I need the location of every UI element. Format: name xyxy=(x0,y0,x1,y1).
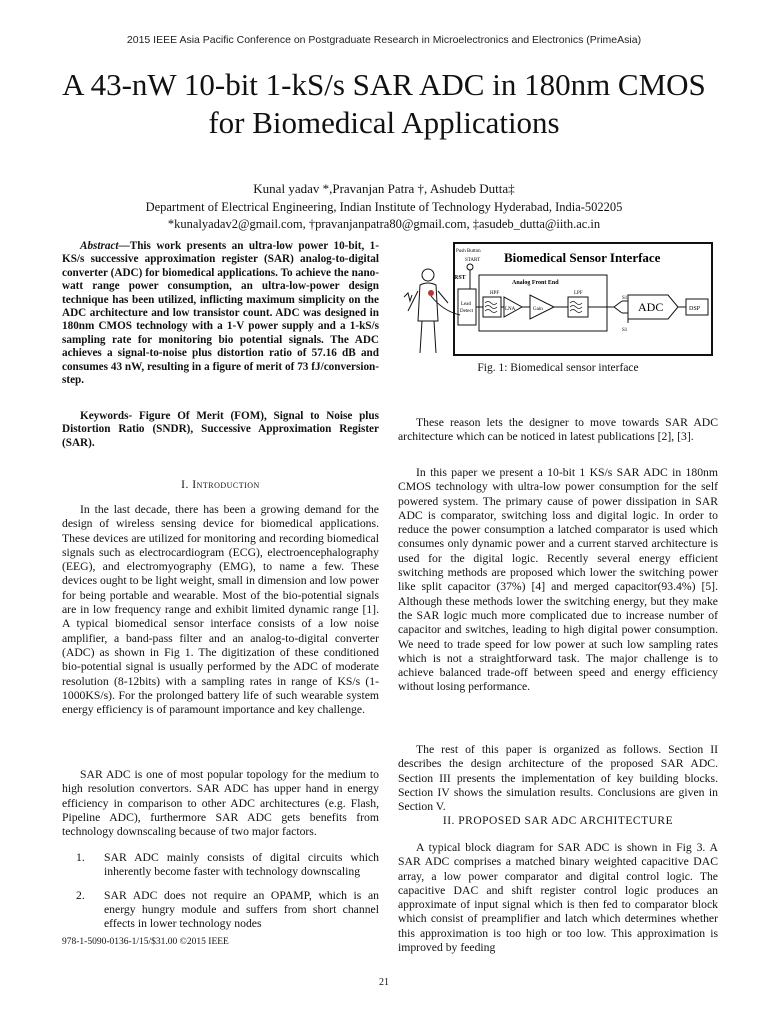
electrode-wire xyxy=(431,296,460,315)
copyright-footer: 978-1-5090-0136-1/15/$31.00 ©2015 IEEE xyxy=(62,937,229,947)
lead-label: Lead xyxy=(461,302,471,307)
s1-top-label: S1 xyxy=(622,296,628,301)
list-text: SAR ADC mainly consists of digital circuits which inherently become faster with technology downscaling xyxy=(104,851,379,879)
person-arms-icon xyxy=(408,291,448,311)
person-legs-icon xyxy=(420,321,436,353)
figure-caption: Fig. 1: Biomedical sensor interface xyxy=(477,362,639,374)
list-number: 2. xyxy=(76,888,85,902)
right-p1-text: These reason lets the designer to move towards SAR ADC architecture which can be noticed in latest publications [2], [3]. xyxy=(398,416,718,444)
affiliation: Department of Electrical Engineering, Indian Institute of Technology Hyderabad, India-502205 xyxy=(145,200,623,214)
conference-header: 2015 IEEE Asia Pacific Conference on Postgraduate Research in Microelectronics and Electronics (PrimeAsia) xyxy=(126,34,642,46)
hpf-wave-icon xyxy=(485,302,497,313)
intro-paragraph-1 xyxy=(62,503,379,717)
keywords-text: Keywords- Figure Of Merit (FOM), Signal to Noise plus Distortion Ratio (SNDR), Successive Approximation Register (SAR). xyxy=(62,410,379,449)
lpf-label: LPF xyxy=(574,291,583,296)
abstract xyxy=(62,240,379,387)
lpf-box xyxy=(568,297,588,317)
right-p4-text: A typical block diagram for SAR ADC is shown in Fig 3. A SAR ADC comprises a matched binary weighted capacitive DAC array, a low power comparator and digital control logic. The capacitive DAC and shift register control logic produces an approximate of input signal which is then fed to comparator block which consist of preamplifier and latch which determines whether this approximation is too high or too low. This approximation is improved by feeding xyxy=(398,841,718,955)
title-line-1: A 43-nW 10-bit 1-kS/s SAR ADC in 180nm CMOS xyxy=(62,67,706,102)
hpf-box xyxy=(483,297,501,317)
page-number: 21 xyxy=(379,977,389,988)
start-label: START xyxy=(465,258,481,263)
afe-label: Analog Front End xyxy=(512,280,559,286)
list-number: 1. xyxy=(76,851,85,864)
abstract-text: —This work presents an ultra-low power 10-bit, 1-KS/s successive approximation register (SAR) analog-to-digital converter (ADC) for biomedical applications. To achieve the nano-watt range power consumption, an ultra-low-power design technique has been utilized, inflicting maximum simplicity on the ADC architecture and low transistor count. ADC was designed in 180nm CMOS technology with a 1-V power supply and a 1-kS/s sampling rate for monitoring bio potential signals. The ADC achieves a signal-to-noise plus distortion ratio of 57.16 dB and consumes 43 nW, resulting in a figure of merit of 73 fJ/conversion-step. xyxy=(62,240,379,387)
emails: *kunalyadav2@gmail.com, †pravanjanpatra80@gmail.com, ‡asudeb_dutta@iith.ac.in xyxy=(167,217,601,231)
gain-label: Gain xyxy=(533,307,543,312)
rst-label: RST xyxy=(454,275,466,281)
title-line-2: for Biomedical Applications xyxy=(208,105,560,140)
affiliation-block xyxy=(0,199,768,233)
signal-glyph-icon xyxy=(404,293,412,301)
section-2-heading: II. PROPOSED SAR ADC ARCHITECTURE xyxy=(442,815,674,827)
section-1-heading: I. Introduction xyxy=(181,479,260,491)
list-text: SAR ADC does not require an OPAMP, which is an energy hungry module and suffers from short channel effects in lower technology nodes xyxy=(104,888,379,931)
hpf-label: HPF xyxy=(490,291,500,296)
intro-p1-text: In the last decade, there has been a growing demand for the design of wireless sensing device for biomedical applications. These devices are utilized for monitoring and recording biomedical signals such as electrocardiogram (ECG), electroencephalography (EEG), and electromyography (EMG), to name a few. These devices ought to be light weight, small in dimension and low power for being portable and wearable. Most of the bio-potential signals are in low frequency range and exhibit limited dynamic range [1]. A typical biomedical sensor interface consists of a low noise amplifier, a band-pass filter and an analog-to-digital converter (ADC) as shown in Fig 1. The digitization of these conditioned bio-potential signal is usually performed by the ADC of moderate resolution (8-12bits) with a sampling rates in range of KS/s (1-1000KS/s). For the prolonged battery life of such wearable system energy efficiency is of paramount importance and key challenge. xyxy=(62,503,379,717)
right-paragraph-1 xyxy=(398,416,718,445)
person-body-icon xyxy=(418,283,438,321)
lna-label: LNA xyxy=(505,307,516,312)
list-item xyxy=(62,889,379,932)
right-paragraph-3 xyxy=(398,743,718,814)
detect-label: Detect xyxy=(460,309,474,314)
adc-label: ADC xyxy=(638,300,664,314)
right-paragraph-4 xyxy=(398,841,718,955)
paper-title xyxy=(30,66,738,142)
figure-1 xyxy=(398,241,718,365)
s1-bottom-label: S1 xyxy=(622,328,628,333)
dsp-label: DSP xyxy=(689,306,701,312)
authors: Kunal yadav *,Pravanjan Patra †, Ashudeb Dutta‡ xyxy=(253,181,515,196)
intro-paragraph-2 xyxy=(62,768,379,839)
heart-icon xyxy=(428,290,434,296)
right-paragraph-2 xyxy=(398,466,718,695)
person-head-icon xyxy=(422,269,434,281)
sensor-interface-diagram xyxy=(398,241,718,365)
right-p3-text: The rest of this paper is organized as follows. Section II describes the design architecture of the proposed SAR ADC. Section III presents the implementation of key building blocks. Section IV shows the simulation results. Conclusions are given in Section V. xyxy=(398,743,718,814)
push-button-label: Push Button xyxy=(456,249,481,254)
push-button-icon xyxy=(467,264,473,270)
diagram-title: Biomedical Sensor Interface xyxy=(504,250,661,265)
lpf-wave-icon xyxy=(570,302,582,313)
list-item xyxy=(62,851,379,880)
intro-p2-text: SAR ADC is one of most popular topology for the medium to high resolution convertors. SAR ADC has upper hand in energy efficiency in comparison to other ADC architectures (e.g. Flash, Pipeline ADC), furthermore SAR ADC gets benefits from technology downscaling because of two major factors. xyxy=(62,768,379,839)
right-p2-text: In this paper we present a 10-bit 1 KS/s SAR ADC in 180nm CMOS technology with ultra-low power consumption for the self powered system. The primary cause of power dissipation in SAR ADC is comparator, switching loss and digital logic. In order to reduce the power consumption a latched comparator is used which consumes only dynamic power and a current starved architecture is used for the digital logic. Recently several energy efficient switching methods are proposed which lower the switching power like split capacitor (37%) [4] and merged capacitor(93.4%) [5]. Although these methods lower the switching energy, but they make the SAR logic much more complicated due to increase number of capacitor and switches, leading to high digital power consumption. We need to trade speed for low power at such low sampling rates which is not a straightforward task. The major challenge is to achieve balanced trade-off between speed and energy efficiency without losing performance. xyxy=(398,466,718,694)
abstract-label: Abstract xyxy=(80,240,119,252)
keywords xyxy=(62,410,379,450)
factors-list xyxy=(62,851,379,940)
lead-detect-box xyxy=(458,289,476,325)
switch-lines xyxy=(607,301,628,323)
